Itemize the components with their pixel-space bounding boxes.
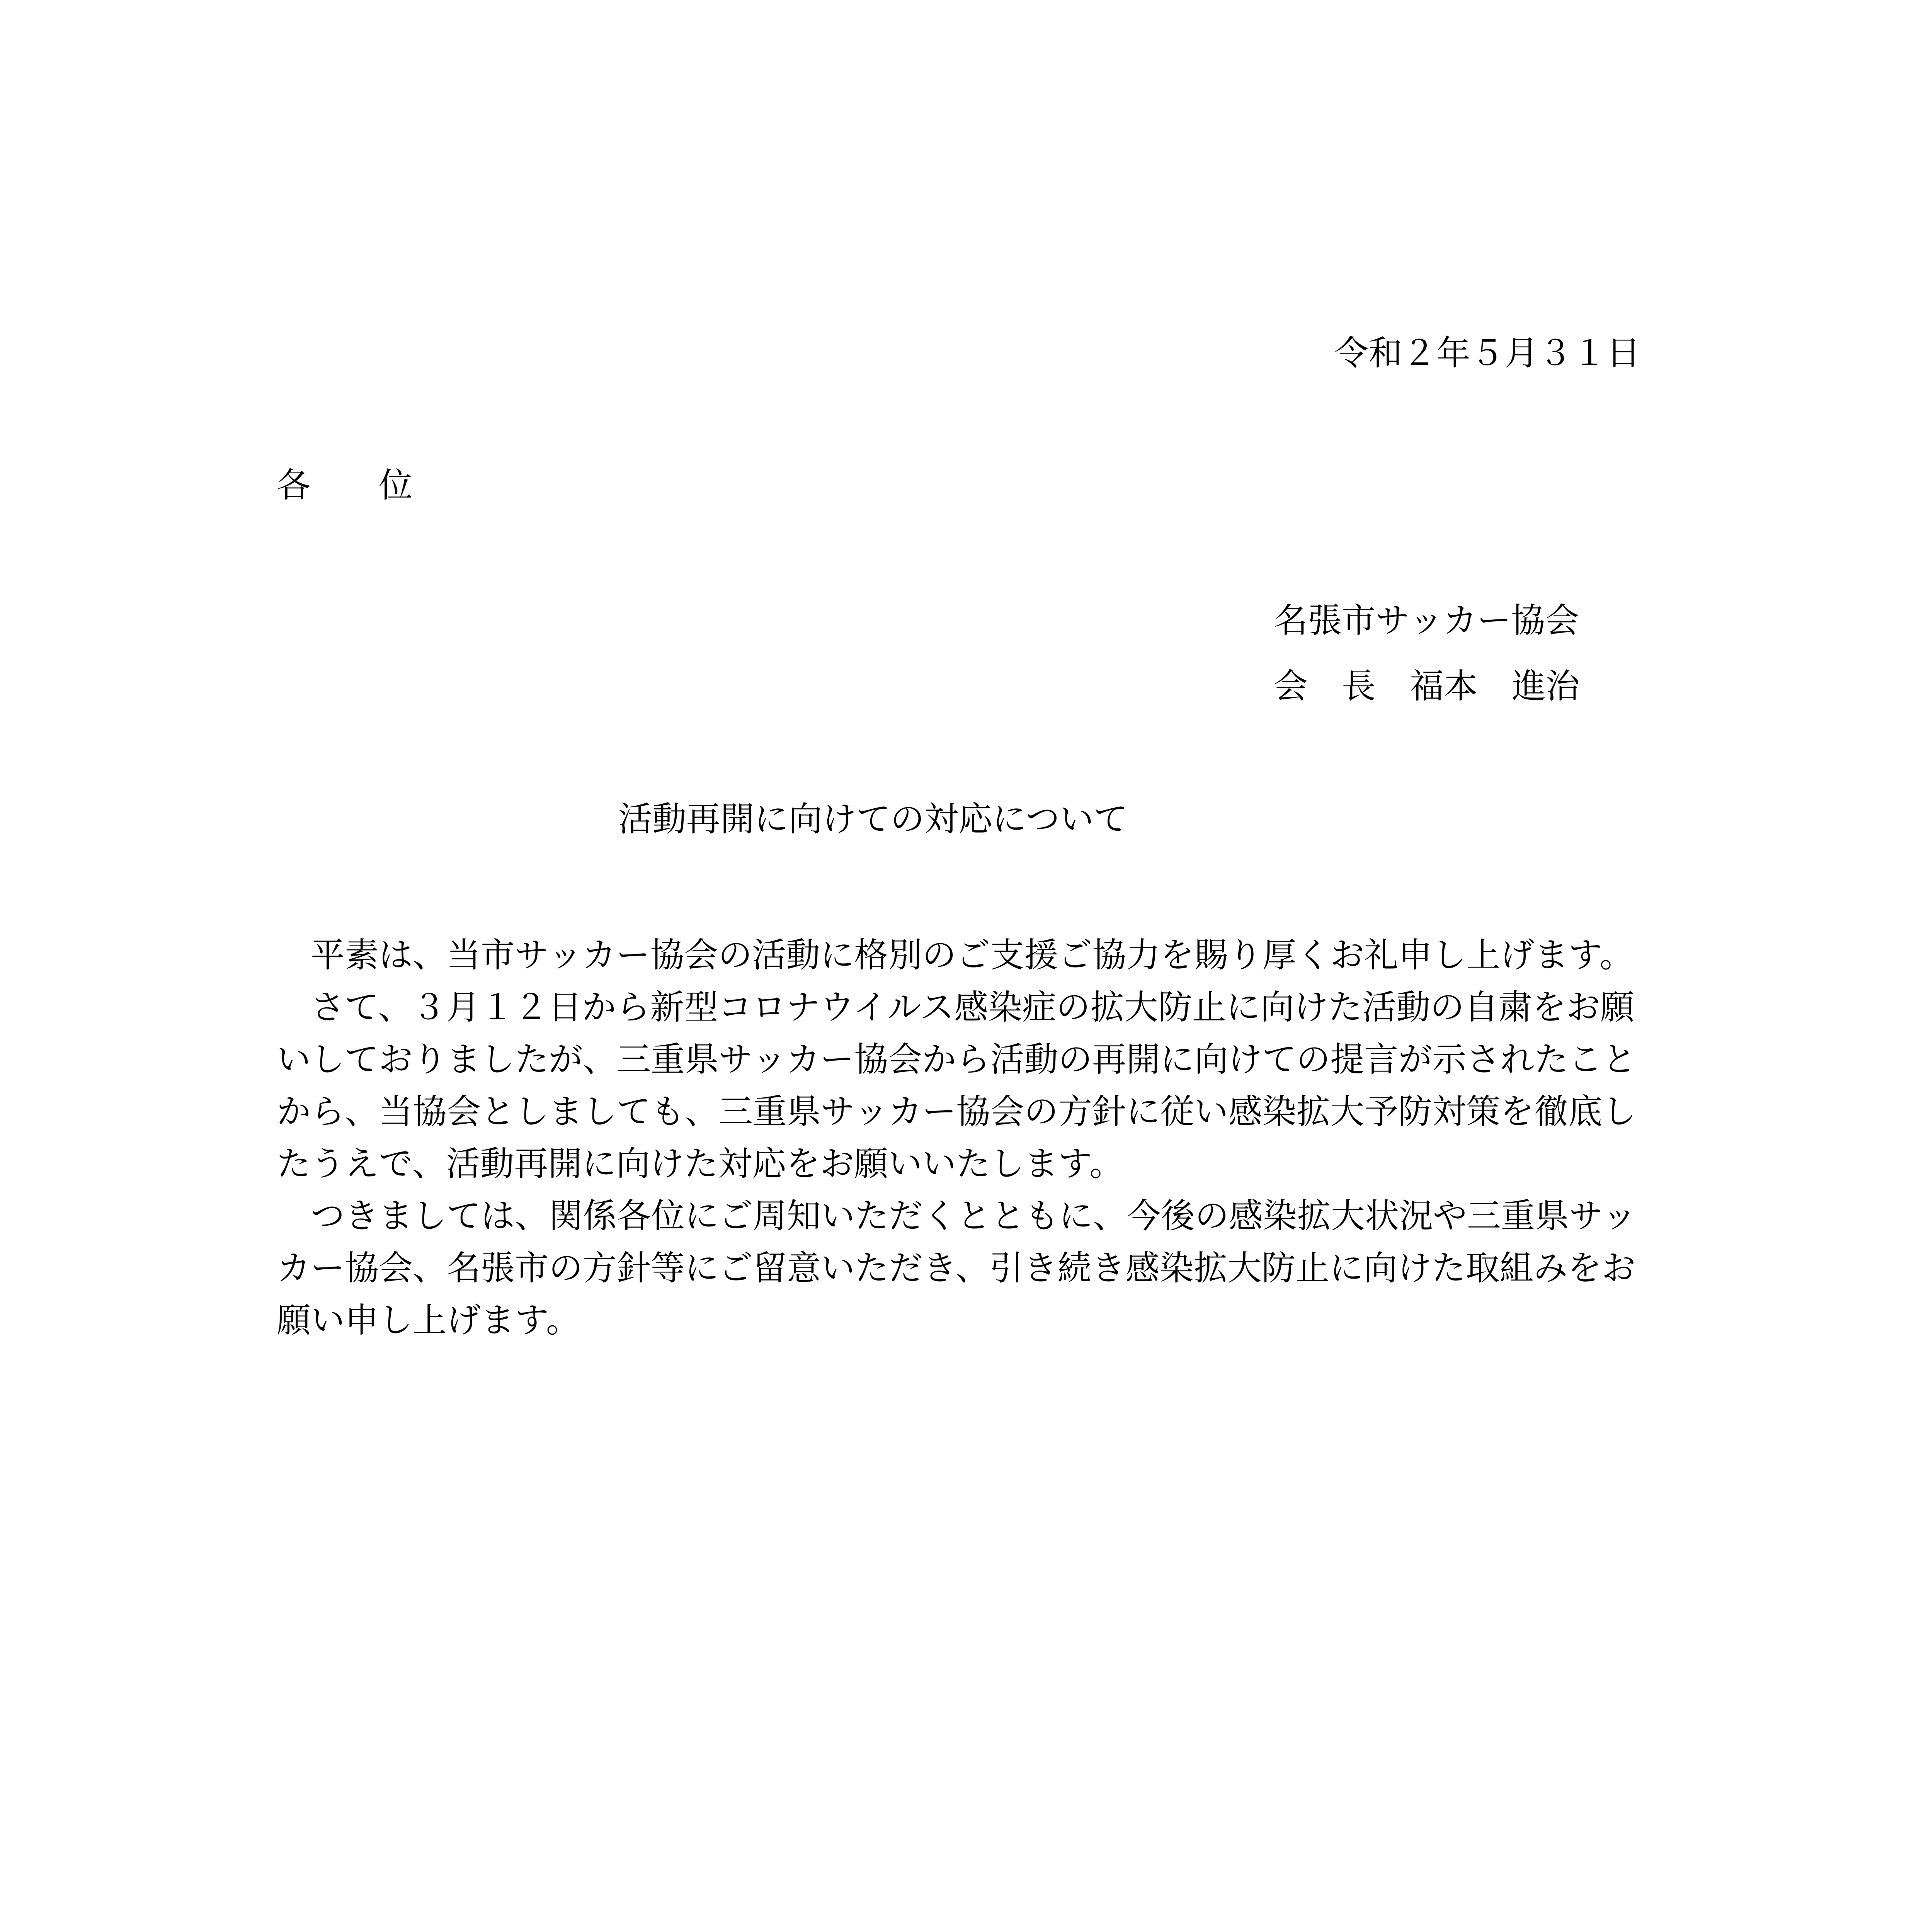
addressee: 各 位 [277, 465, 413, 505]
body-paragraph: 平素は、当市サッカー協会の活動に格別のご支援ご協力を賜り厚くお礼申し上げます。 [311, 935, 1634, 975]
sender-organization: 名張市サッカー協会 [1274, 600, 1579, 640]
sender-name: 会 長 福本 進治 [1274, 666, 1580, 706]
body-paragraph: さて、３月１２日から新型コロナウイルス感染症の拡大防止に向けた活動の自粛をお願いしておりましたが、三重県サッカー協会から活動の再開に向けての提言が示されたことから、当協会としましても、三重県サッカー協会の方針に従い感染拡大予防対策を徹底したうえで、活動再開に向けた対応をお願いいたします。 [277, 987, 1637, 1184]
body-paragraph: つきましては、関係各位にご周知いただくとともに、今後の感染拡大状況や三重県サッカー協会、名張市の方針等にご留意いただき、引き続き感染拡大防止に向けた取組みをお願い申し上げます。 [277, 1196, 1637, 1340]
document-date: 令和２年５月３１日 [1334, 333, 1640, 373]
document-title: 活動再開に向けての対応について [618, 799, 1128, 839]
document-body [277, 929, 1645, 1346]
